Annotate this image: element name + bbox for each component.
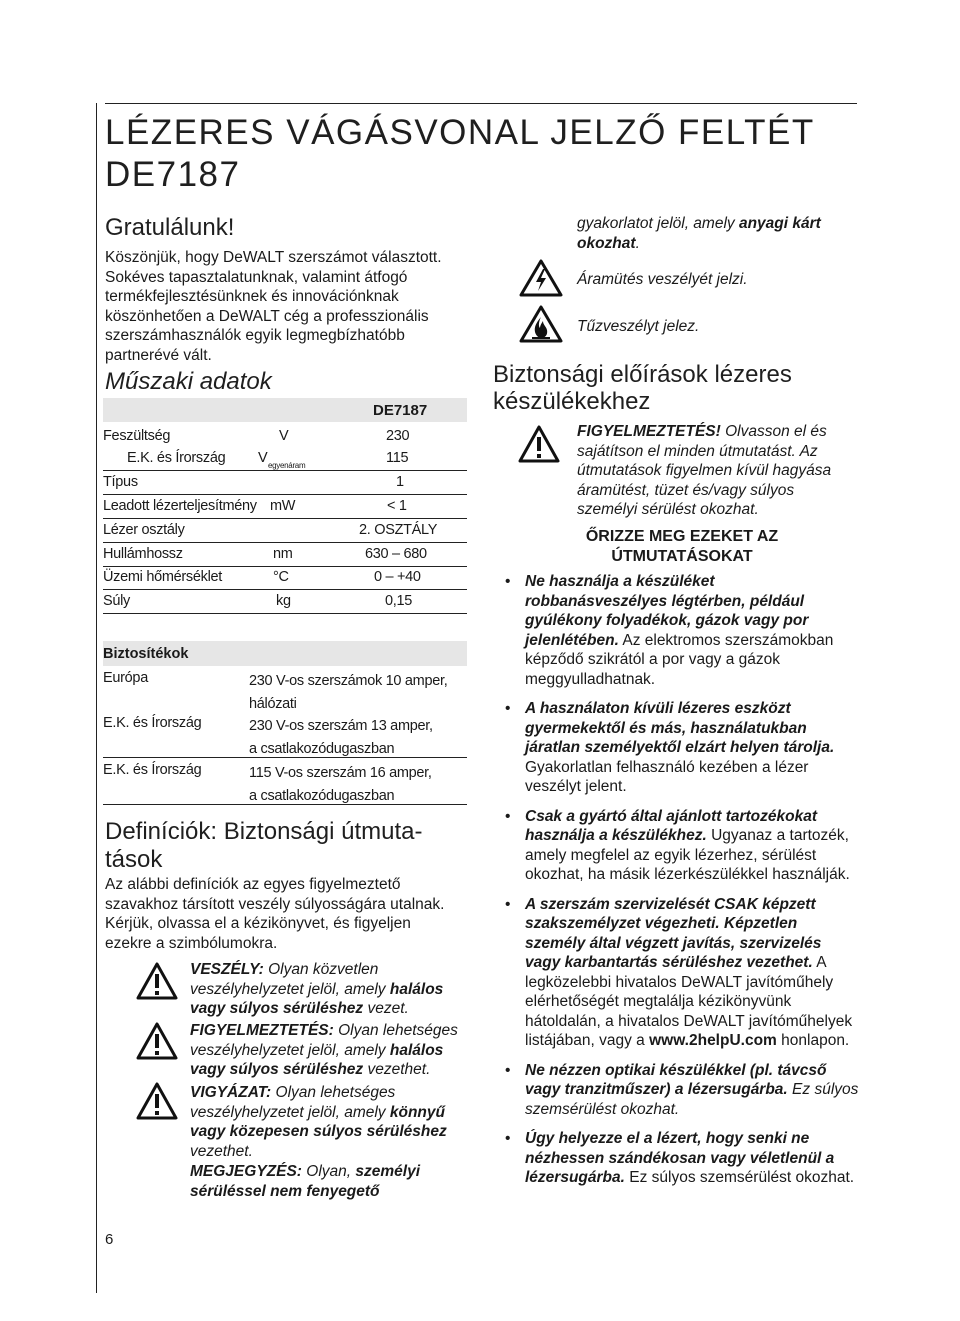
spec-row (103, 447, 467, 471)
def-text: Olyan közvetlen (263, 961, 379, 978)
fuse-row (103, 711, 467, 758)
danger-warning-icon (136, 962, 178, 1000)
spec-value: 115 (386, 450, 409, 466)
def-text: vezet. (363, 1000, 409, 1017)
safety-warning-line: Olvasson el és (720, 423, 827, 440)
list-item (505, 1129, 859, 1188)
spec-unit: V (279, 428, 289, 444)
fuse-line: 115 V-os szerszám 16 amper, (249, 765, 432, 781)
rule-text: Az elektromos szerszámokban képződő szikrától a por vagy a gázok meggyulladhatnak. (525, 631, 834, 688)
spec-unit-sub: egyenáram (268, 461, 306, 470)
spec-unit: kg (276, 593, 291, 609)
specs-heading: Műszaki adatok (105, 368, 272, 395)
fire-hazard-icon (519, 305, 563, 343)
fuses-header-band (103, 641, 467, 666)
def-text: vezethet. (363, 1061, 431, 1078)
definitions-intro-line: Kérjük, olvassa el a kézikönyvet, és figyeljen (105, 915, 411, 932)
model-label: DE7187 (373, 402, 428, 419)
spec-label: Típus (103, 474, 138, 490)
safety-warning-label: FIGYELMEZTETÉS! (577, 423, 721, 440)
spec-value: 2. OSZTÁLY (359, 522, 438, 538)
warning-label: FIGYELMEZTETÉS: (190, 1022, 334, 1039)
fuse-line: 230 V-os szerszám 13 amper, (249, 718, 433, 734)
rule-bold: Csak a gyártó által ajánlott tartozékokat használja a készülékhez. (525, 807, 818, 844)
fuse-region: E.K. és Írország (103, 762, 202, 778)
fuse-spec (249, 762, 432, 808)
rule-text: Ugyanaz a tartozék, amely megfelel az egyik lézerhez, sérülést okozhat, ha másik lézerkészülékkel használják. (525, 827, 850, 883)
page-title (105, 112, 865, 196)
laser-safety-heading-line: Biztonsági előírások lézeres (493, 361, 792, 388)
safety-warning-icon (518, 425, 560, 463)
spec-row (103, 425, 467, 448)
fuse-line: hálózati (249, 696, 297, 712)
electric-shock-icon (519, 259, 563, 297)
list-item (505, 572, 859, 689)
list-item (505, 895, 859, 1051)
definitions-heading-line: Definíciók: Biztonsági útmuta- (105, 818, 423, 845)
rule-text: Ez súlyos szemsérülést okozhat. (525, 1081, 859, 1118)
safety-rules-list (505, 572, 859, 1198)
spec-unit: V (258, 450, 268, 466)
list-item (505, 699, 859, 797)
spec-value: 0,15 (385, 593, 413, 609)
def-text: vezethet. (190, 1142, 253, 1160)
congrats-heading: Gratulálunk! (105, 214, 235, 241)
rule-text: Gyakorlatlan felhasználó kezében a lézer veszélyt jelent. (525, 758, 809, 795)
spec-label: Súly (103, 593, 131, 609)
intro-line: Köszönjük, hogy DeWALT szerszámot választott. (105, 249, 442, 266)
notice-label: MEGJEGYZÉS: (190, 1163, 302, 1180)
spec-value: 630 – 680 (365, 546, 427, 562)
rule-bold: www.2helpU.com (649, 1032, 777, 1049)
fuse-spec (249, 670, 447, 716)
spec-value: 1 (396, 474, 404, 490)
spec-unit: °C (273, 569, 289, 585)
title-line-2: DE7187 (105, 155, 241, 194)
def-text: veszélyhelyzetet jelöl, amely (190, 980, 390, 998)
safety-warning-text (577, 422, 862, 520)
spec-label: Hullámhossz (103, 546, 183, 562)
spec-value: 0 – +40 (374, 569, 421, 585)
rule-text: A legközelebbi hivatalos DeWALT javítóműhely elérhetőségét megtalálja kézikönyvünk hátoldalán, a hivatalos DeWALT javítóműhelyek listájában, vagy a (525, 954, 853, 1049)
spec-unit: nm (273, 546, 293, 562)
spec-value: < 1 (387, 498, 407, 514)
cont-bold: anyagi kárt (738, 215, 821, 232)
def-bold: halálos (389, 1041, 444, 1059)
spec-row (103, 495, 467, 519)
fuse-line: a csatlakozódugaszban (249, 741, 395, 757)
def-bold: vagy súlyos sérüléshez (190, 1000, 364, 1017)
fuse-row (103, 758, 467, 805)
top-rule (105, 103, 857, 104)
safety-warning-line: útmutatások figyelmen kívül hagyása (577, 462, 832, 479)
notice-definition (190, 1162, 480, 1201)
caution-label: VIGYÁZAT: (190, 1084, 272, 1101)
def-bold: vagy súlyos sérüléshez (190, 1061, 364, 1078)
intro-line: termékfejlesztésünknek és innovációnknak (105, 288, 399, 305)
def-bold: személyi (355, 1163, 421, 1180)
rule-bold: Úgy helyezze el a lézert, hogy senki ne nézhessen szándékosan vagy véletlenül a lézersugárba. (525, 1130, 835, 1186)
left-margin-rule (96, 103, 97, 1293)
fuse-line: 230 V-os szerszámok 10 amper, (249, 673, 448, 689)
fire-hazard-text: Tűzveszélyt jelez. (577, 318, 700, 335)
spec-label: Lézer osztály (103, 522, 185, 538)
spec-row (103, 519, 467, 543)
def-bold: vagy közepesen súlyos sérüléshez (190, 1123, 447, 1140)
intro-line: partnerévé vált. (105, 346, 212, 364)
warning-definition (190, 1021, 480, 1080)
safety-warning-line: sajátítson el minden útmutatást. Az (577, 442, 818, 460)
rule-bold: Ne használja a készüléket robbanásveszélyes légtérben, például gyúlékony folyadékok, gázok vagy por jelenlétében. (525, 573, 809, 649)
def-text: veszélyhelyzetet jelöl, amely (190, 1041, 390, 1059)
intro-line: Sokéves tapasztalatunknak, valamint átfogó (105, 268, 408, 286)
def-bold: könnyű (389, 1103, 445, 1121)
fuse-region: E.K. és Írország (103, 715, 202, 731)
spec-row (103, 543, 467, 567)
rule-bold: A szerszám szervizelését CSAK képzett szakszemélyzet végezheti. Képzetlen személy által végzett javítás, szervizelés vagy karbantartás sérüléshez vezethet. (525, 895, 822, 971)
laser-safety-heading (493, 361, 863, 415)
danger-definition (190, 960, 480, 1019)
def-text: Olyan lehetséges (271, 1084, 396, 1101)
list-item (505, 1061, 859, 1120)
def-bold: sérüléssel nem fenyegető (190, 1182, 380, 1200)
danger-label: VESZÉLY: (190, 961, 264, 978)
spec-label: Feszültség (103, 428, 171, 444)
definitions-heading (105, 818, 485, 874)
intro-line: köszönhetően a DeWALT cég a professzionális (105, 307, 429, 325)
rule-bold: Ne nézzen optikai készülékkel (pl. távcső vagy tranzitműszer) a lézersugárba. (525, 1061, 827, 1098)
specs-header-band (103, 398, 467, 422)
spec-label: E.K. és Írország (127, 450, 226, 466)
caution-icon (136, 1082, 178, 1120)
spec-row (103, 471, 467, 495)
fuse-spec (249, 715, 433, 761)
fuse-region: Európa (103, 670, 148, 686)
spec-row (103, 590, 467, 614)
spec-unit: mW (270, 498, 296, 514)
spec-label: Leadott lézerteljesítmény (103, 498, 257, 514)
laser-safety-heading-line: készülékekhez (493, 388, 651, 415)
def-text: Olyan, (301, 1163, 356, 1180)
spec-value: 230 (386, 428, 410, 444)
warning-icon (136, 1022, 178, 1060)
definitions-intro-line: Az alábbi definíciók az egyes figyelmeztető (105, 876, 401, 893)
fuse-row (103, 666, 467, 712)
cont-text: gyakorlatot jelöl, amely (577, 215, 739, 232)
keep-instructions (505, 527, 859, 567)
spec-row (103, 566, 467, 590)
safety-warning-line: áramütést, tüzet és/vagy súlyos (577, 481, 795, 499)
spec-label: Üzemi hőmérséklet (103, 569, 222, 585)
keep-instructions-line: ÚTMUTATÁSOKAT (611, 548, 753, 565)
rule-bold: A használaton kívüli lézeres eszközt gyermekektől és más, használatukban járatlan személyektől elzárt helyen tárolja. (525, 700, 835, 756)
definitions-heading-line: tások (105, 846, 163, 873)
keep-instructions-line: ŐRIZZE MEG EZEKET AZ (585, 528, 779, 545)
definitions-intro-line: szavakhoz társított veszély súlyosságára utalnak. (105, 895, 445, 913)
safety-warning-line: személyi sérülést okozhat. (577, 501, 759, 518)
def-bold: halálos (389, 980, 444, 998)
fuse-line: a csatlakozódugaszban (249, 788, 395, 804)
page-number: 6 (105, 1231, 114, 1248)
list-item (505, 807, 859, 885)
def-text: Olyan lehetséges (333, 1022, 458, 1039)
definitions-intro-line: ezekre a szimbólumokra. (105, 934, 278, 952)
notice-continuation: gyakorlatot jelöl, amely anyagi kárt okozhat. (577, 215, 821, 252)
definitions-intro (105, 875, 485, 953)
intro-line: szerszámhasználók egyik legmegbízhatóbb (105, 327, 405, 344)
fuses-heading: Biztosítékok (103, 646, 189, 662)
rule-text: honlapon. (776, 1032, 850, 1049)
title-line-1: LÉZERES VÁGÁSVONAL JELZŐ FELTÉT (105, 113, 815, 152)
cont-bold: okozhat (577, 234, 636, 252)
rule-text: Ez súlyos szemsérülést okozhat. (624, 1169, 855, 1186)
intro-paragraph (105, 248, 475, 365)
def-text: veszélyhelyzetet jelöl, amely (190, 1103, 390, 1121)
electric-shock-text: Áramütés veszélyét jelzi. (577, 271, 748, 288)
caution-definition (190, 1083, 480, 1161)
